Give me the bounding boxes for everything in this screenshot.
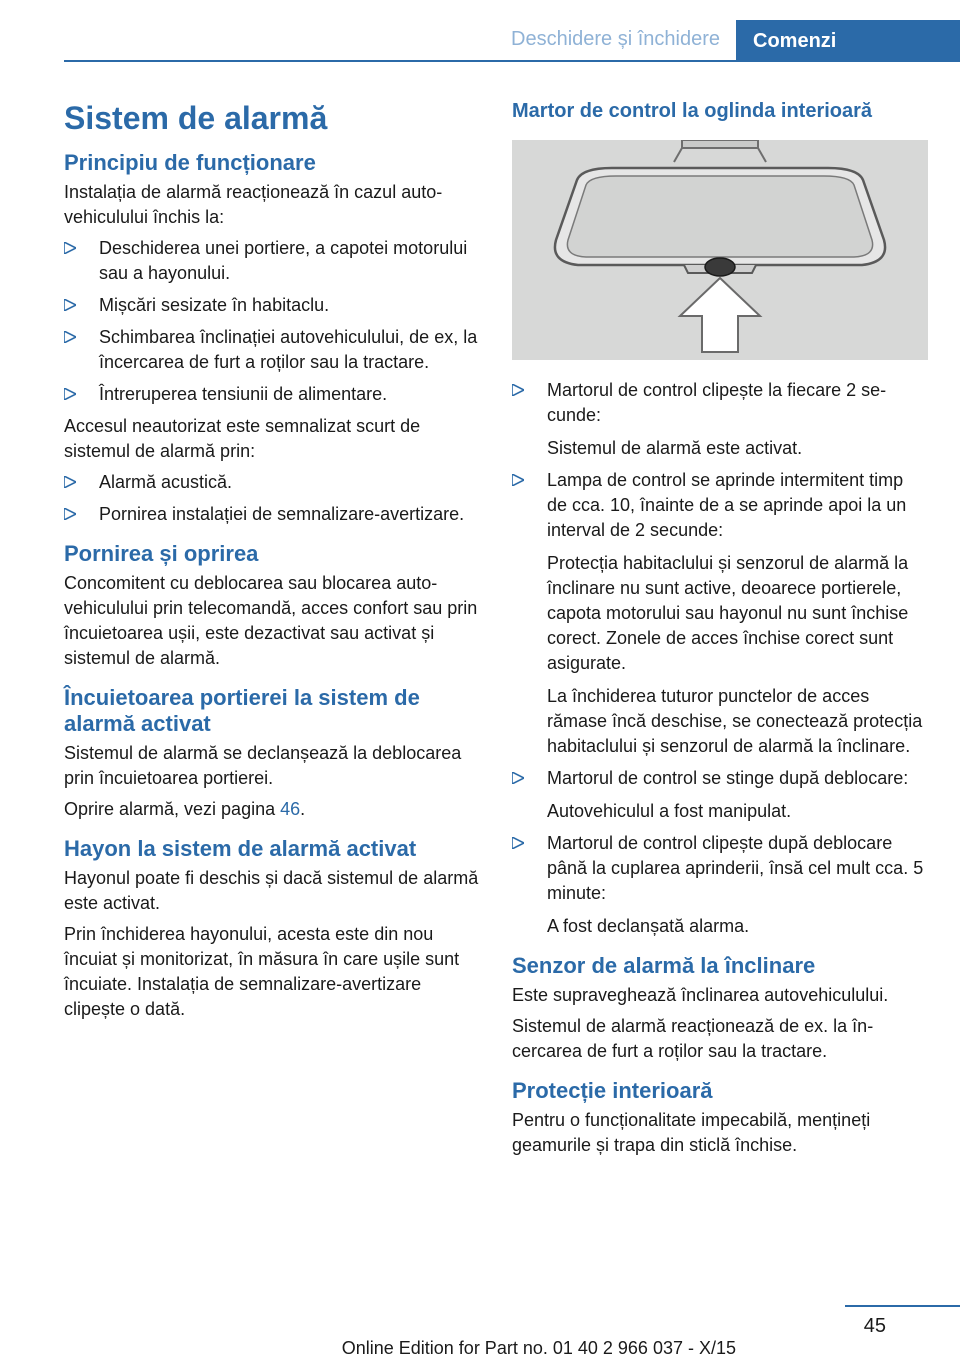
indicator-list: [512, 378, 928, 939]
arrow-bullet-icon: [64, 476, 76, 488]
arrow-bullet-icon: [64, 242, 76, 254]
list-item: [512, 378, 928, 461]
list-item: [64, 502, 480, 527]
arrow-bullet-icon: [512, 474, 524, 486]
paragraph: Hayonul poate fi deschis și dacă sistemul de alarmă este activat.: [64, 868, 479, 913]
mirror-illustration: [512, 140, 928, 360]
footer-rule: [845, 1305, 960, 1307]
rearview-mirror-image: [512, 140, 928, 360]
edition-footer: Online Edition for Part no. 01 40 2 966 037 - X/15: [341, 1338, 736, 1358]
arrow-bullet-icon: [64, 299, 76, 311]
list-item-text: Pornirea instalației de semnalizare-avertizare.: [99, 504, 465, 524]
section-heading-door-lock: Încuietoarea portierei la sistem de alarmă activat: [64, 685, 420, 736]
page-number: 45: [863, 1315, 886, 1337]
list-item-text: Martorul de control clipește la fiecare 2 secunde:: [547, 380, 887, 425]
list-item-text: Schimbarea înclinației autovehiculului, de ex, la încercarea de furt a roților sau la tractare.: [99, 327, 478, 372]
section-heading-tilt-sensor: Senzor de alarmă la înclinare: [512, 953, 816, 978]
list-item-result: A fost declanșată alarma.: [547, 916, 750, 936]
signal-list: [64, 470, 480, 527]
paragraph: Pentru o funcționalitate impecabilă, mențineți geamurile și trapa din sticlă închise.: [512, 1110, 871, 1155]
paragraph: Accesul neautorizat este semnalizat scurt de sistemul de alarmă prin:: [64, 416, 421, 461]
arrow-bullet-icon: [512, 772, 524, 784]
paragraph: Sistemul de alarmă reacționează de ex. la încercarea de furt a roților sau la tractare.: [512, 1016, 874, 1061]
list-item-text: Martorul de control clipește după deblocare până la cuplarea aprinderii, însă cel mult cca. 5 minute:: [547, 833, 924, 903]
list-item: [64, 382, 480, 407]
list-item-text: Alarmă acustică.: [99, 472, 233, 492]
list-item-result: Protecția habitaclului și senzorul de alarmă la înclinare nu sunt active, deoarece portierele, capota motorului sau hayonul nu sunt închise corect. Zonele de acces închise corect sunt asigurate.: [547, 553, 909, 673]
list-item: [64, 293, 480, 318]
section-heading-on-off: Pornirea și oprirea: [64, 541, 259, 566]
section-heading-mirror-indicator: Martor de control la oglinda interioară: [512, 100, 873, 122]
paragraph: Concomitent cu deblocarea sau blocarea autovehiculului prin telecomandă, acces confort sau prin încuietoarea ușii, este dezactivat sau activat și sistemul de alarmă.: [64, 573, 478, 668]
right-column: [512, 98, 928, 1164]
section-heading-principle: Principiu de funcționare: [64, 150, 316, 175]
section-heading-tailgate: Hayon la sistem de alarmă activat: [64, 836, 417, 861]
arrow-bullet-icon: [64, 508, 76, 520]
header-tab-label: Comenzi: [753, 29, 837, 52]
arrow-bullet-icon: [512, 384, 524, 396]
paragraph: Prin închiderea hayonului, acesta este din nou încuiat și monitorizat, în măsura în care ușile sunt încuiate. Instalația de semnalizare-avertizare clipește o dată.: [64, 924, 460, 1019]
text: .: [300, 799, 306, 819]
list-item-text: Întreruperea tensiunii de alimentare.: [99, 384, 388, 404]
paragraph: Instalația de alarmă reacționează în cazul autovehiculului închis la:: [64, 182, 443, 227]
list-item-result: Sistemul de alarmă este activat.: [547, 438, 803, 458]
list-item: [64, 470, 480, 495]
text: Oprire alarmă, vezi pagina: [64, 799, 281, 819]
list-item: [512, 766, 928, 824]
list-item-text: Deschiderea unei portiere, a capotei motorului sau a hayonului.: [99, 238, 468, 283]
header-rule: [64, 60, 960, 62]
list-item: [512, 468, 928, 759]
list-item-text: Martorul de control se stinge după deblocare:: [547, 768, 909, 788]
paragraph: Este supraveghează înclinarea autovehiculului.: [512, 985, 889, 1005]
page-link-46[interactable]: 46: [280, 799, 301, 819]
list-item-result: La închiderea tuturor punctelor de acces rămase încă deschise, se conectează protecția habitaclului și senzorul de alarmă la înclinare.: [547, 686, 923, 756]
header-section-title: Deschidere și închidere: [511, 28, 720, 50]
list-item-text: Lampa de control se aprinde intermitent timp de cca. 10, înainte de a se aprinde apoi la un interval de 2 secunde:: [547, 470, 907, 540]
paragraph: Sistemul de alarmă se declanșează la deblocarea prin încuietoarea portierei.: [64, 743, 462, 788]
list-item: [512, 831, 928, 939]
arrow-bullet-icon: [64, 331, 76, 343]
list-item: [64, 325, 480, 375]
trigger-list: [64, 236, 480, 407]
header-tab-comenzi: [736, 20, 960, 62]
arrow-bullet-icon: [64, 388, 76, 400]
list-item: [64, 236, 480, 286]
section-heading-interior-protection: Protecție interioară: [512, 1078, 713, 1103]
list-item-text: Mișcări sesizate în habitaclu.: [99, 295, 330, 315]
page-title: Sistem de alarmă: [64, 100, 328, 136]
paragraph-with-link: [64, 797, 480, 822]
arrow-bullet-icon: [512, 837, 524, 849]
list-item-result: Autovehiculul a fost manipulat.: [547, 801, 792, 821]
left-column: [64, 98, 480, 1028]
